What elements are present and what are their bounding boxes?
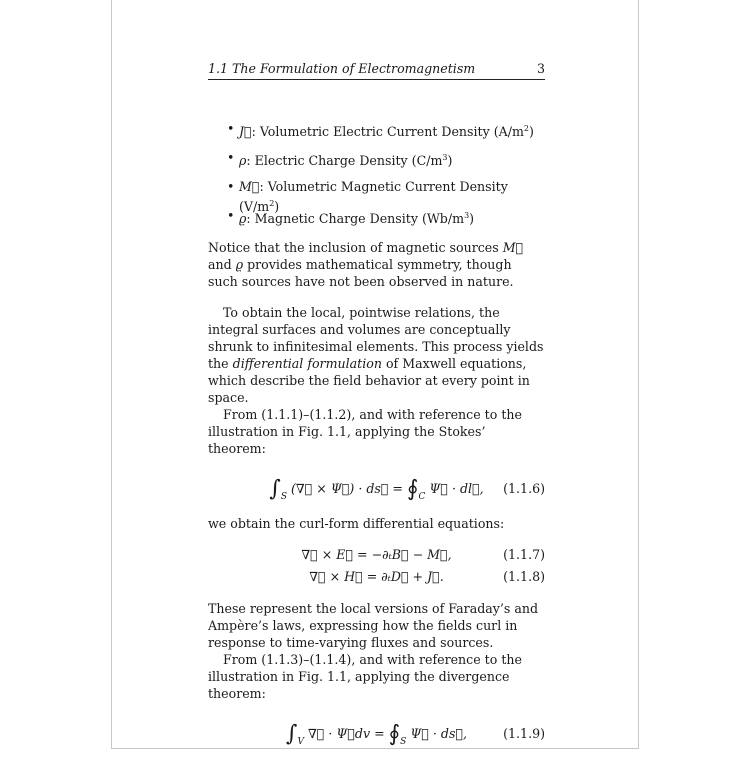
bullet: • (227, 150, 235, 165)
list-item: • J⃗: Volumetric Electric Current Density $(A/m^2)$ (227, 121, 534, 139)
equation-number: (1.1.6) (503, 481, 545, 496)
symbol: ϱ (239, 211, 247, 226)
page-content (208, 60, 545, 754)
bullet: • (227, 121, 235, 136)
symbol: ρ (239, 153, 247, 168)
equation-body: $\int_V$ ∇⃗ · Ψ⃗dv = $∮_S$ Ψ⃗ · ds⃗, (285, 721, 468, 747)
paragraph-stokes: From (1.1.1)–(1.1.2), and with reference to the illustration in Fig. 1.1, applying the Stokes’ theorem: (208, 407, 522, 456)
section-title: 1.1 The Formulation of Electromagnetism (208, 61, 476, 76)
paragraph-curl-intro: we obtain the curl-form differential equations: (208, 516, 505, 531)
list-item: • ρ: Electric Charge Density $(C/m^3)$ (227, 150, 453, 168)
equation-group-curl (208, 544, 545, 588)
equation-number: (1.1.9) (503, 726, 545, 741)
document-page (111, 0, 639, 749)
paragraph-differential: To obtain the local, pointwise relations, the integral surfaces and volumes are conceptually shrunk to infinitesimal elements. This process yields the differential formulation of Maxwell equations, which describe the field behavior at every point in space. (208, 305, 544, 405)
equation-number: (1.1.7) (503, 547, 545, 562)
page-number: 3 (536, 61, 545, 76)
equation-1-1-8: ∇⃗ × H⃗ = ∂ₜD⃗ + J⃗. (1.1.8) (208, 566, 545, 588)
bullet: • (227, 208, 235, 223)
equation-1-1-6 (208, 471, 545, 507)
symbol: J⃗ (239, 124, 252, 139)
equation-1-1-9 (208, 714, 545, 754)
paragraph-symmetry: Notice that the inclusion of magnetic sources M⃗ and ϱ provides mathematical symmetry, though such sources have not been observed in nature. (208, 240, 524, 289)
equation-number: (1.1.8) (503, 569, 545, 584)
equation-body: $\int_S$ (∇⃗ × Ψ⃗) · ds⃗ = $∮_C$ Ψ⃗ · dl⃗, (269, 476, 484, 502)
list-item: • ϱ: Magnetic Charge Density $(Wb/m^3)$ (227, 208, 475, 226)
running-header (208, 60, 545, 80)
paragraph-divergence: From (1.1.3)–(1.1.4), and with reference to the illustration in Fig. 1.1, applying the divergence theorem: (208, 652, 522, 701)
list-item: • M⃗: Volumetric Magnetic Current Density $(V/m^2)$ (227, 179, 508, 214)
bullet: • (227, 179, 235, 194)
equation-1-1-7: ∇⃗ × E⃗ = −∂ₜB⃗ − M⃗, (1.1.7) (208, 544, 545, 566)
symbol: M⃗ (239, 179, 260, 194)
paragraph-faraday-ampere: These represent the local versions of Faraday’s and Ampère’s laws, expressing how the fields curl in response to time-varying fluxes and sources. (208, 601, 539, 650)
definition-list (208, 120, 545, 224)
